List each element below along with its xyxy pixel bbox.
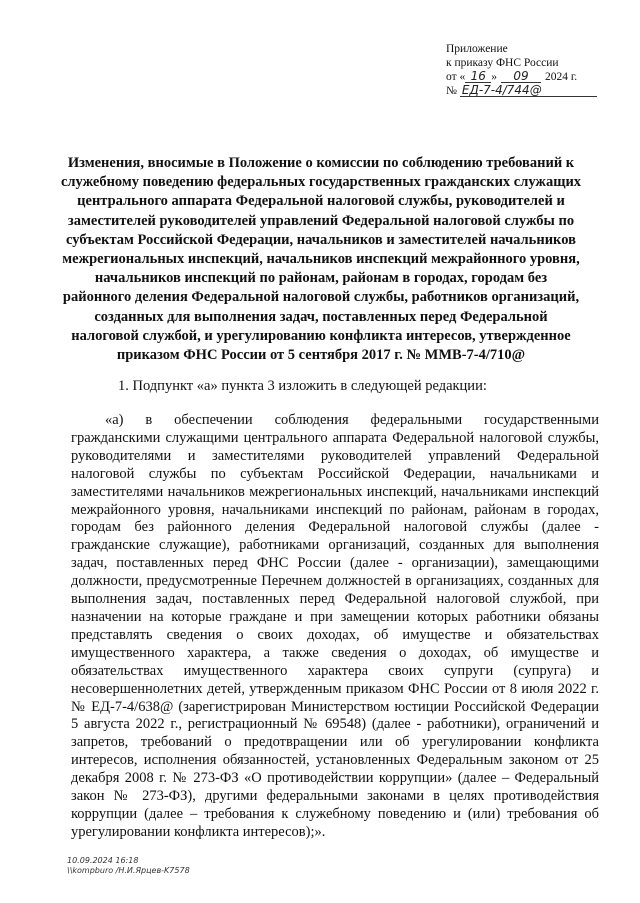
body-paragraph: «а) в обеспечении соблюдения федеральными государственными гражданскими служащими центрального аппарата Федеральной налоговой службы, руководителями и заместителями руководителей управлений Федеральной налоговой службы по субъектам Российской Федерации, начальниками и заместителями начальников межрегиональных инспекций, начальниками инспекций межрайонного уровня, начальниками инспекций по районам, районам в городах, городам без районного деления Федеральной налоговой службы (далее - гражданские служащие), работниками организаций, созданных для выполнения задач, поставленных перед ФНС России (далее - организации), замещающими должности, предусмотренные Перечнем должностей в организациях, созданных для выполнения задач, поставленных перед Федеральной налоговой службой, при назначении на которые граждане и при замещении которых работники обязаны представлять сведения о своих доходах, об имуществе и обязательствах имущественного характера, а также сведения о доходах, об имуществе и обязательствах имущественного характера своих супруги (супруга) и несовершеннолетних детей, утвержденным приказом ФНС России от 8 июля 2022 г. № ЕД-7-4/638@ (зарегистрирован Министерством юстиции Российской Федерации 5 августа 2022 г., регистрационный № 69548) (далее - работники), ограничений и запретов, требований о предотвращении или об урегулировании конфликта интересов, исполнения обязанностей, установленных Федеральным законом от 25 декабря 2008 г. № 273-ФЗ «О противодействии коррупции» (далее – Федеральный закон № 273-ФЗ), другими федеральными законами в целях противодействия коррупции (далее – требования к служебному поведению и (или) требования об урегулировании конфликта интересов);».	[71, 412, 599, 840]
attachment-order-ref: к приказу ФНС России	[446, 57, 559, 69]
handwritten-number: ЕД-7-4/744@	[460, 84, 597, 97]
item-1-heading: 1. Подпункт «а» пункта 3 изложить в следующей редакции:	[118, 378, 487, 394]
handwritten-month: 09	[501, 70, 541, 83]
attachment-block	[446, 42, 616, 98]
attachment-number-line	[446, 84, 616, 98]
footer-user: \\kompburo /Н.И.Ярцев-K7578	[67, 866, 190, 875]
attachment-date-line	[446, 70, 616, 84]
date-year: 2024 г.	[545, 71, 578, 83]
footer-timestamp: 10.09.2024 16:18	[67, 856, 139, 865]
attachment-heading: Приложение	[446, 43, 508, 55]
number-prefix: №	[446, 85, 457, 97]
date-mid: »	[491, 71, 497, 83]
document-title: Изменения, вносимые в Положение о комиссии по соблюдению требований к служебному поведению федеральных государственных гражданских служащих центрального аппарата Федеральной налоговой службы, руководителей и заместителей руководителей управлений Федеральной налоговой службы по субъектам Российской Федерации, начальников и заместителей начальников межрегиональных инспекций, начальников инспекций межрайонного уровня, начальников инспекций по районам, районам в городах, городам без районного деления Федеральной налоговой службы, работников организаций, созданных для выполнения задач, поставленных перед Федеральной налоговой службой, и урегулированию конфликта интересов, утвержденное приказом ФНС России от 5 сентября 2017 г. № ММВ-7-4/710@	[60, 155, 582, 364]
footer-stamp	[67, 856, 190, 876]
handwritten-day: 16	[465, 70, 491, 83]
date-prefix: от «	[446, 71, 466, 83]
